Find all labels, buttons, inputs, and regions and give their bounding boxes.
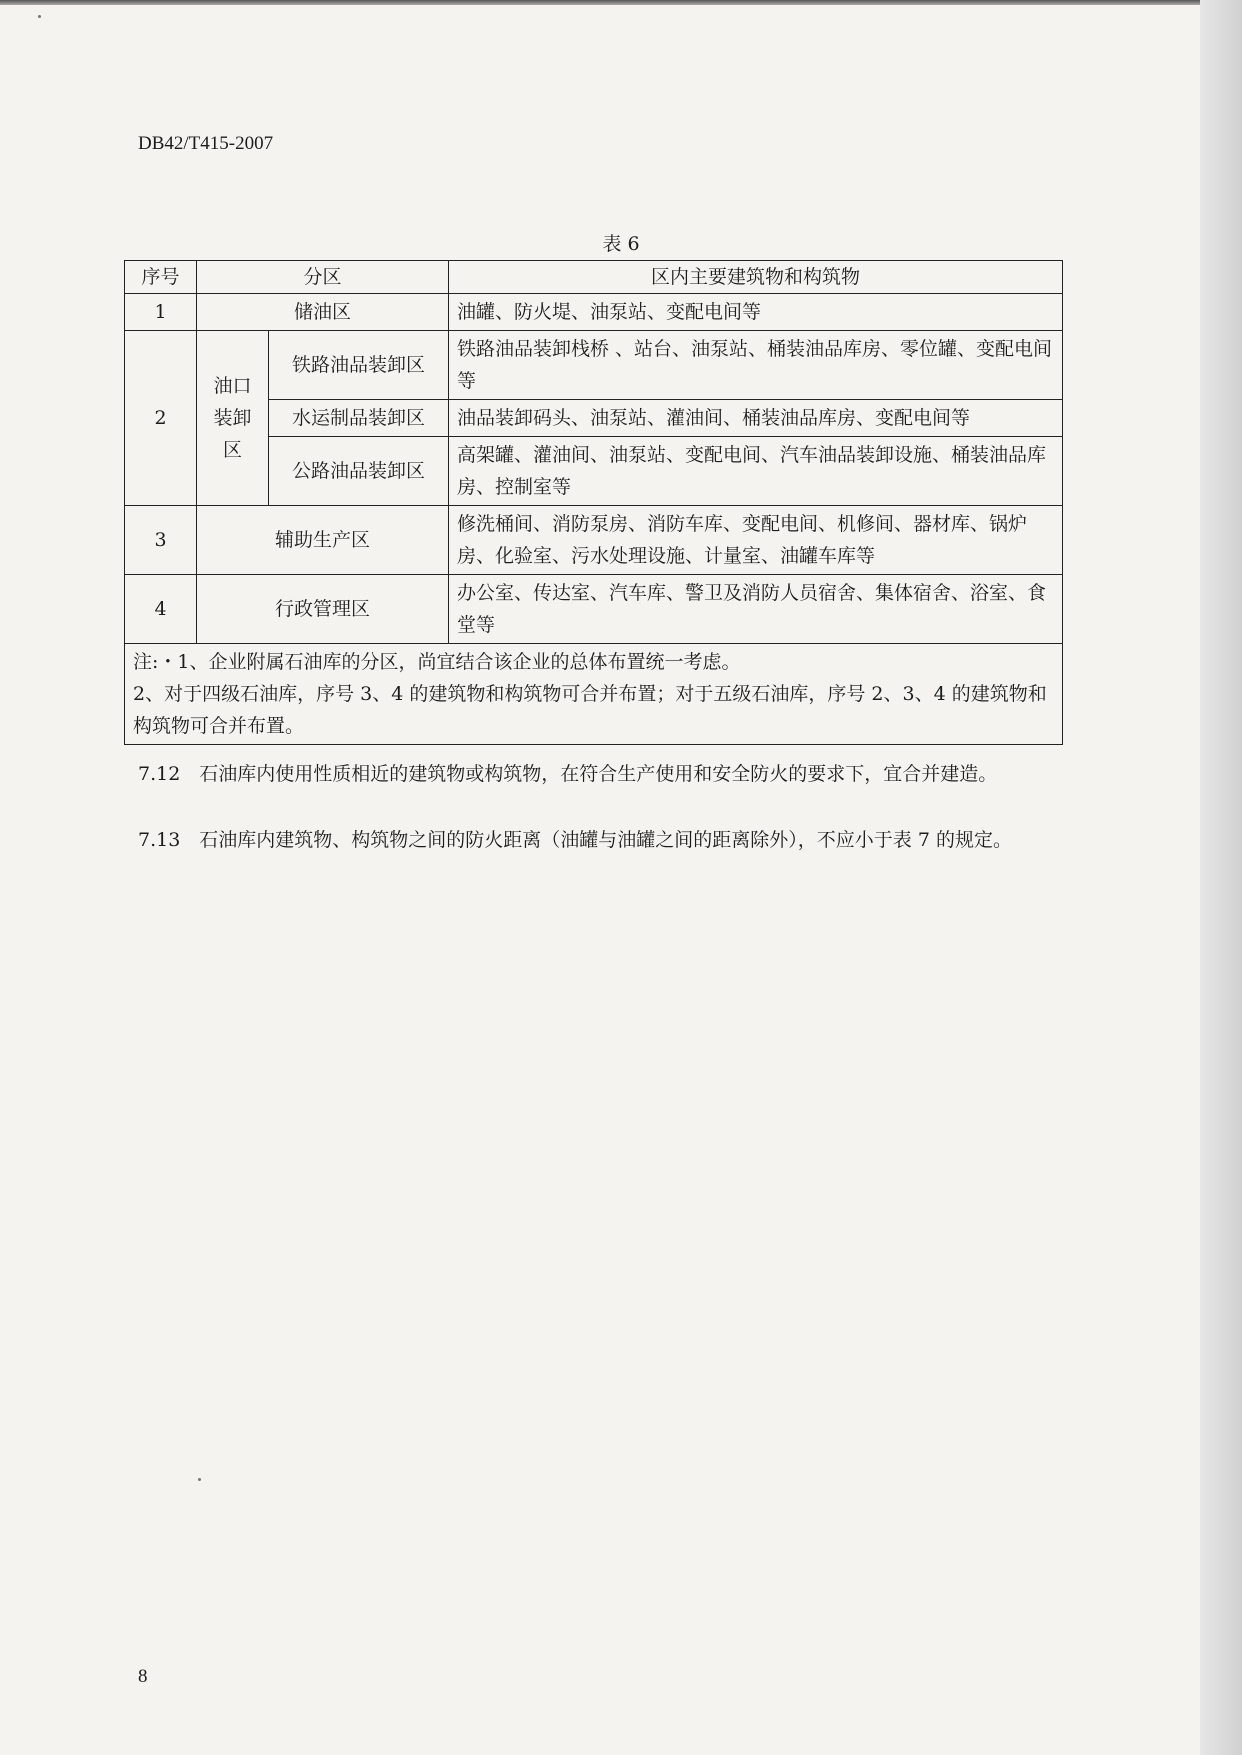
table-row	[125, 506, 1063, 575]
clause-7-13: 7.13 石油库内建筑物、构筑物之间的防火距离（油罐与油罐之间的距离除外），不应小于表 7 的规定。	[138, 829, 1012, 851]
row-subzone: 水运制品装卸区	[269, 400, 449, 437]
header-zone: 分区	[197, 261, 449, 294]
scan-speck	[198, 1478, 201, 1481]
document-id: DB42/T415-2007	[138, 133, 274, 154]
table-notes	[125, 644, 1063, 745]
table-notes-row	[125, 644, 1063, 745]
row-zone: 储油区	[197, 294, 449, 331]
row-no: 2	[125, 331, 197, 506]
table-header-row	[125, 261, 1063, 294]
clause-7-12: 7.12 石油库内使用性质相近的建筑物或构筑物，在符合生产使用和安全防火的要求下，宜合并建造。	[138, 763, 998, 785]
scan-top-edge	[0, 0, 1200, 5]
scan-right-edge	[1200, 0, 1242, 1755]
page-number: 8	[138, 1666, 148, 1687]
table-title: 表 6	[602, 233, 640, 255]
table-row	[125, 575, 1063, 644]
row-group-zone: 油口 装卸 区	[197, 331, 269, 506]
row-subzone: 公路油品装卸区	[269, 437, 449, 506]
row-buildings: 油品装卸码头、油泵站、灌油间、桶装油品库房、变配电间等	[449, 400, 1063, 437]
row-buildings: 高架罐、灌油间、油泵站、变配电间、汽车油品装卸设施、桶装油品库房、控制室等	[449, 437, 1063, 506]
row-no: 4	[125, 575, 197, 644]
row-no: 1	[125, 294, 197, 331]
row-buildings: 办公室、传达室、汽车库、警卫及消防人员宿舍、集体宿舍、浴室、食堂等	[449, 575, 1063, 644]
header-buildings: 区内主要建筑物和构筑物	[449, 261, 1063, 294]
row-buildings: 修洗桶间、消防泵房、消防车库、变配电间、机修间、器材库、锅炉房、化验室、污水处理设施、计量室、油罐车库等	[449, 506, 1063, 575]
note-2: 2、对于四级石油库，序号 3、4 的建筑物和构筑物可合并布置；对于五级石油库，序号 2、3、4 的建筑物和构筑物可合并布置。	[133, 683, 1047, 737]
zone-table	[124, 260, 1063, 745]
row-buildings: 铁路油品装卸栈桥 、站台、油泵站、桶装油品库房、零位罐、变配电间等	[449, 331, 1063, 400]
table-row	[125, 294, 1063, 331]
row-no: 3	[125, 506, 197, 575]
row-zone: 行政管理区	[197, 575, 449, 644]
row-zone: 辅助生产区	[197, 506, 449, 575]
note-1: 注:・1、企业附属石油库的分区，尚宜结合该企业的总体布置统一考虑。	[133, 651, 741, 673]
row-subzone: 铁路油品装卸区	[269, 331, 449, 400]
row-buildings: 油罐、防火堤、油泵站、变配电间等	[449, 294, 1063, 331]
scan-speck	[38, 15, 41, 18]
header-no: 序号	[125, 261, 197, 294]
table-row	[125, 331, 1063, 400]
